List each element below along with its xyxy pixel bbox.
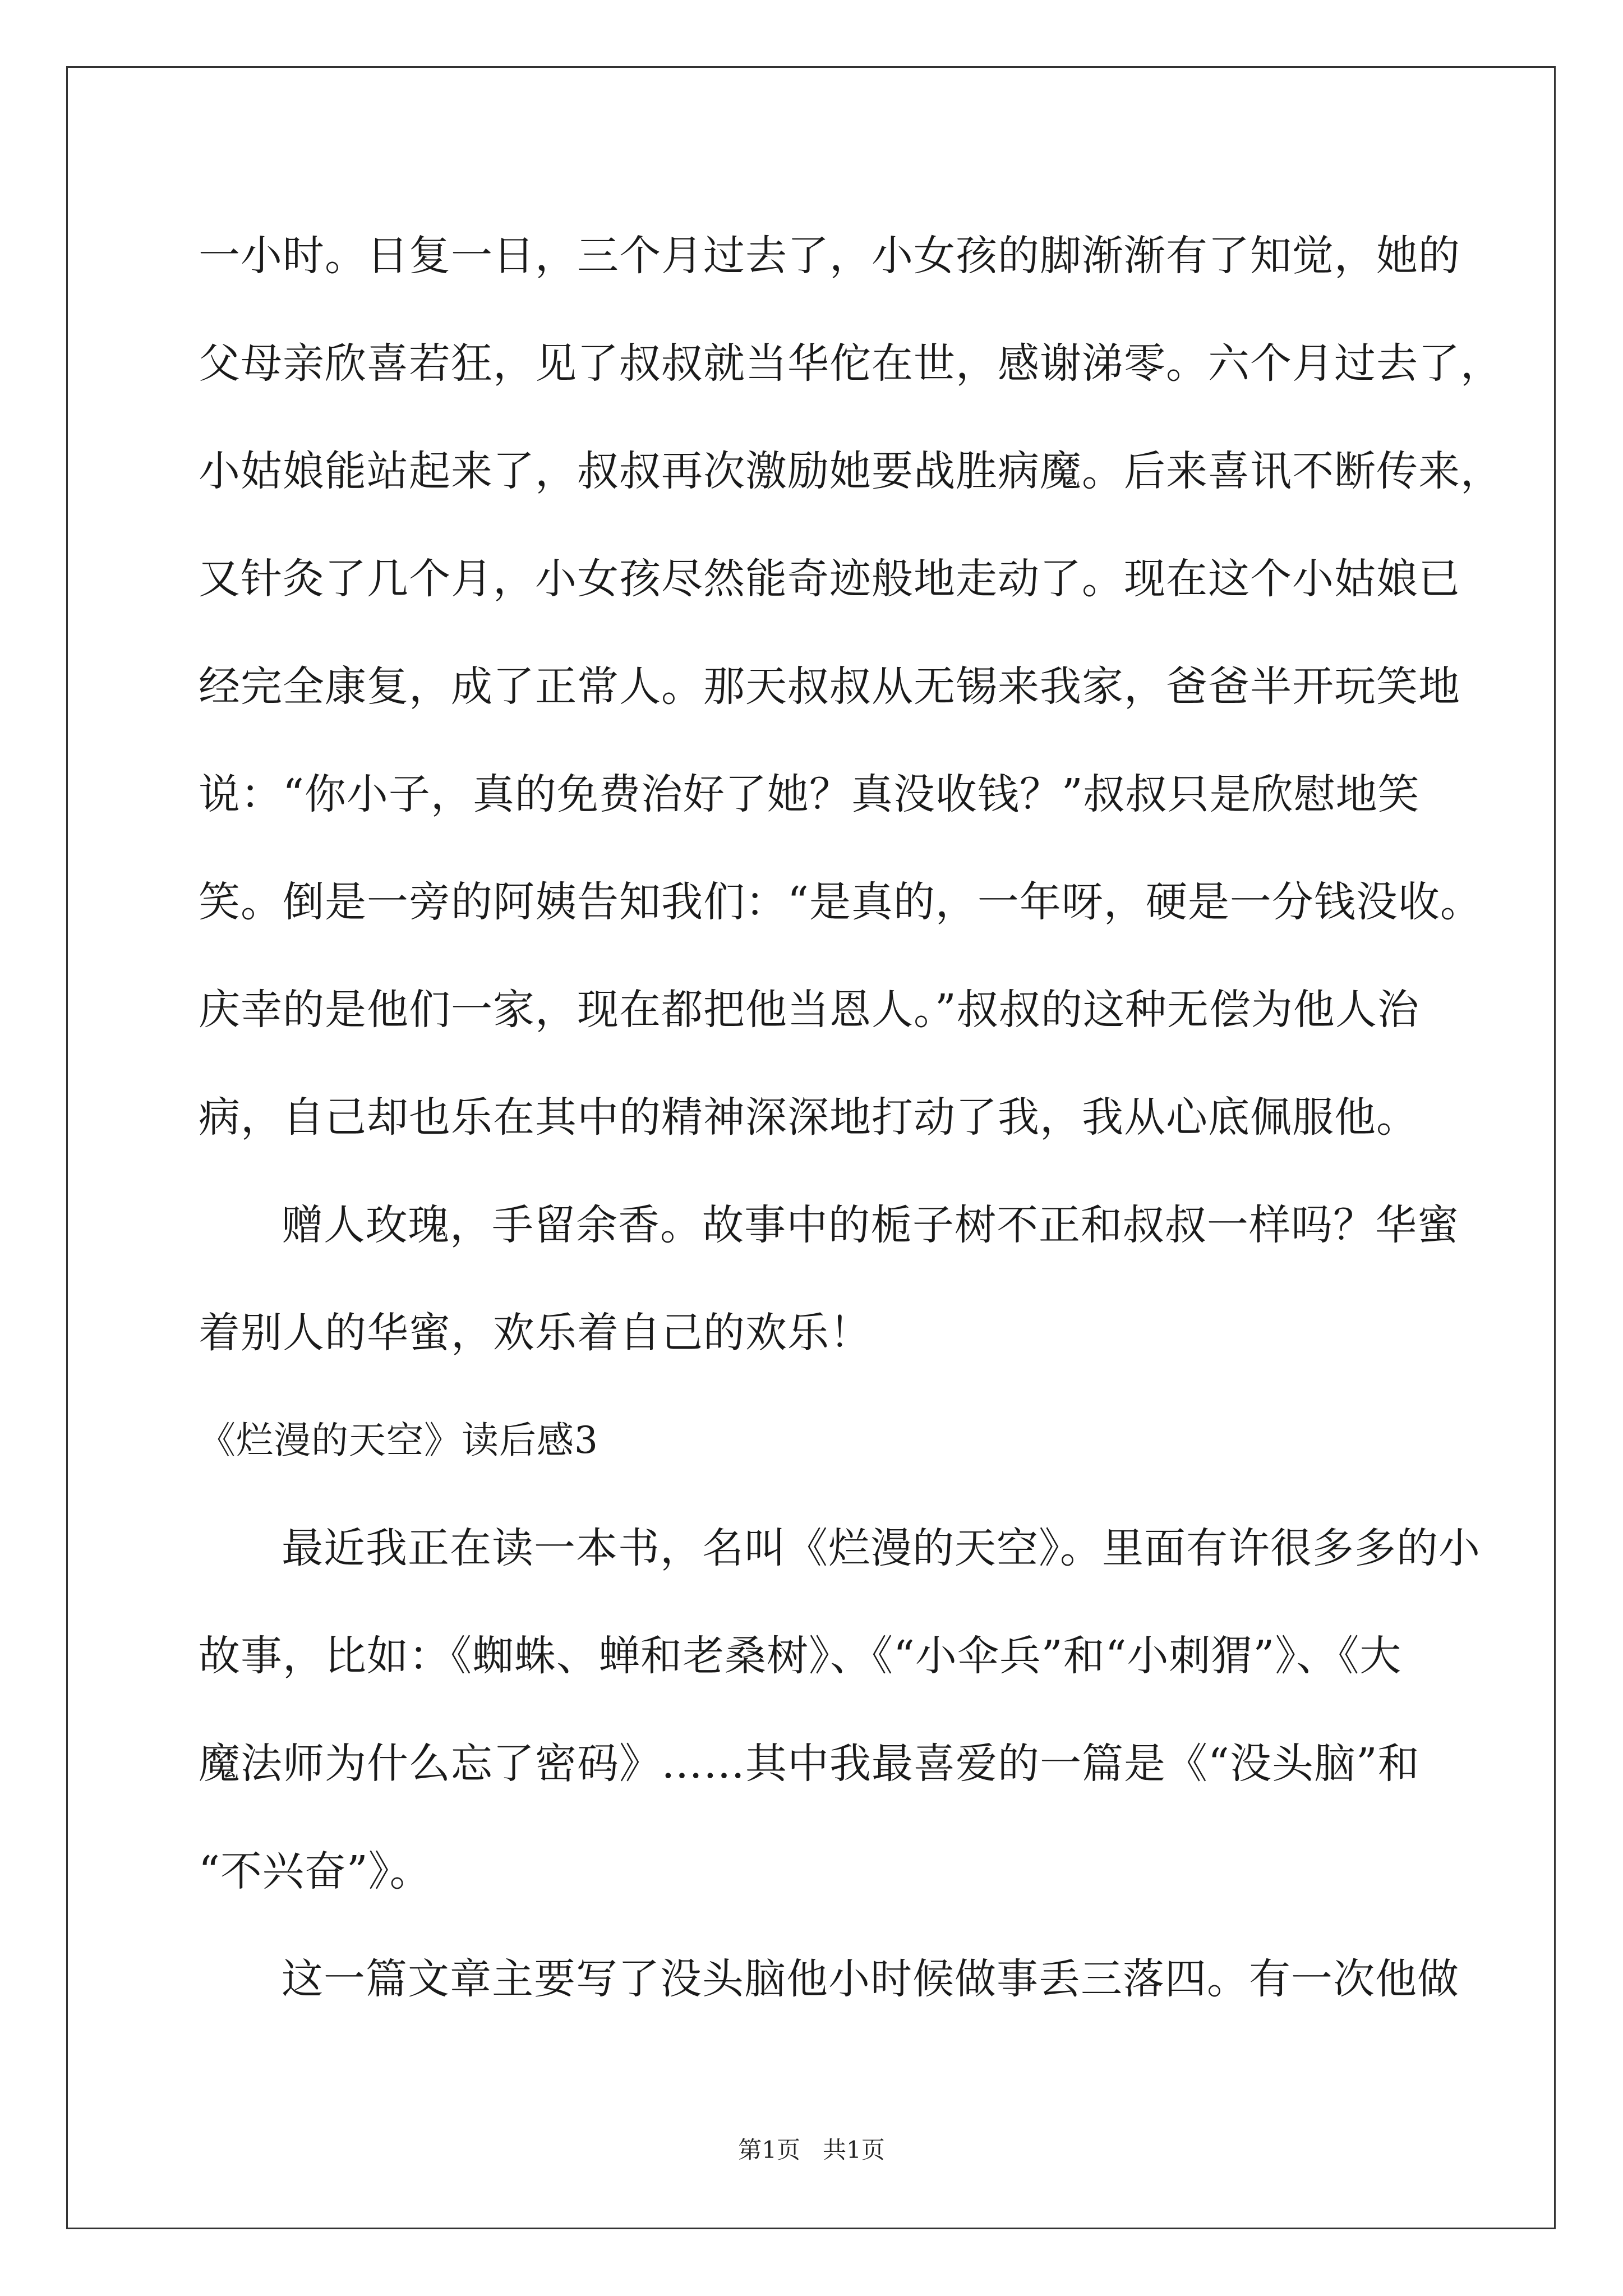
paragraph-line: 魔法师为什么忘了密码》……其中我最喜爱的一篇是《“没头脑”和 [199,1740,1420,1788]
paragraph-line: 着别人的华蜜，欢乐着自己的欢乐！ [199,1309,872,1357]
paragraph-line: 病，自己却也乐在其中的精神深深地打动了我，我从心底佩服他。 [199,1093,1418,1142]
page-number: 第1页 [738,2136,800,2164]
paragraph-line: 又针灸了几个月，小女孩尽然能奇迹般地走动了。现在这个小姑娘已 [199,555,1460,603]
paragraph-line: 庆幸的是他们一家，现在都把他当恩人。”叔叔的这种无偿为他人治 [199,986,1419,1034]
paragraph-line: “不兴奋”》。 [199,1847,432,1895]
paragraph-line: 故事，比如：《蜘蛛、蝉和老桑树》、《“小伞兵”和“小刺猬”》、《大 [199,1632,1402,1680]
document-body [199,202,1502,2033]
section-heading: 《烂漫的天空》读后感3 [199,1419,598,1462]
paragraph-line: 赠人玫瑰，手留余香。故事中的栀子树不正和叔叔一样吗？华蜜 [282,1201,1459,1249]
paragraph-line: 小姑娘能站起来了，叔叔再次激励她要战胜病魔。后来喜讯不断传来， [199,447,1502,495]
page-footer [0,2132,1623,2165]
paragraph-line: 父母亲欣喜若狂，见了叔叔就当华佗在世，感谢涕零。六个月过去了， [199,339,1502,388]
paragraph-line: 说：“你小子，真的免费治好了她？真没收钱？”叔叔只是欣慰地笑 [199,770,1420,818]
paragraph-line: 这一篇文章主要写了没头脑他小时候做事丢三落四。有一次他做 [282,1955,1459,2003]
paragraph-line: 经完全康复，成了正常人。那天叔叔从无锡来我家，爸爸半开玩笑地 [199,662,1460,711]
paragraph-line: 一小时。日复一日，三个月过去了，小女孩的脚渐渐有了知觉，她的 [199,232,1460,280]
page-total: 共1页 [823,2136,885,2164]
paragraph-line: 最近我正在读一本书，名叫《烂漫的天空》。里面有许很多多的小 [282,1524,1481,1572]
paragraph-line: 笑。倒是一旁的阿姨告知我们：“是真的，一年呀，硬是一分钱没收。 [199,878,1482,926]
